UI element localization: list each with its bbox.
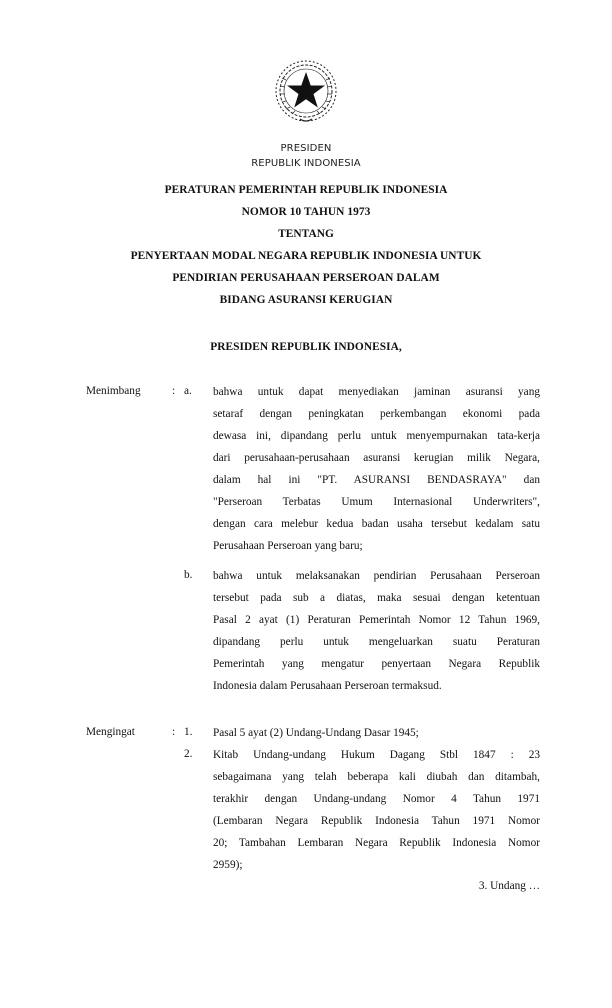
text-line: Pasal 5 ayat (2) Undang-Undang Dasar 1945; [213,727,419,739]
document-subject-line3: BIDANG ASURANSI KERUGIAN [219,294,393,306]
president-caption-line2: REPUBLIK INDONESIA [251,158,361,169]
document-number: NOMOR 10 TAHUN 1973 [241,206,371,218]
list-item [213,381,540,557]
text-line: setaraf dengan peningkatan perkembangan ekonomi pada [213,408,540,420]
president-caption-line1: PRESIDEN [280,143,332,154]
list-item [213,744,540,876]
garuda-star-emblem-icon [272,58,340,126]
document-subject-line2: PENDIRIAN PERUSAHAAN PERSEROAN DALAM [172,272,440,284]
text-line: dipandang perlu untuk mengeluarkan suatu Peraturan [213,636,540,648]
text-line: dari perusahaan-perusahaan asuransi kerugian milik Negara, [213,452,540,464]
text-line: 2959); [213,859,243,871]
text-line: bahwa untuk dapat menyediakan jaminan asuransi yang [213,386,540,398]
item-number: 1. [184,726,193,738]
text-line: (Lembaran Negara Republik Indonesia Tahun 1971 Nomor [213,815,540,827]
text-line: 20; Tambahan Lembaran Negara Republik Indonesia Nomor [213,837,540,849]
text-line: sebagaimana yang telah beberapa kali diubah dan ditambah, [213,771,540,783]
section-colon: : [172,726,176,738]
text-line: Indonesia dalam Perusahaan Perseroan termaksud. [213,680,442,692]
text-line: bahwa untuk melaksanakan pendirian Perusahaan Perseroan [213,570,540,582]
list-item [213,565,540,697]
item-number: 2. [184,748,193,760]
text-line: dalam hal ini "PT. ASURANSI BENDASRAYA" dan [213,474,540,486]
document-subject-line1: PENYERTAAN MODAL NEGARA REPUBLIK INDONESIA UNTUK [130,250,482,262]
president-heading: PRESIDEN REPUBLIK INDONESIA, [210,341,402,353]
text-line: terakhir dengan Undang-undang Nomor 4 Tahun 1971 [213,793,540,805]
section-label: Mengingat [86,726,135,738]
item-number: b. [184,569,193,581]
page-continuation-marker: 3. Undang … [478,880,540,892]
list-item [213,722,540,744]
document-about-label: TENTANG [278,228,334,240]
text-line: dengan cara melebur kedua badan usaha tersebut kedalam satu [213,518,540,530]
text-line: Pasal 2 ayat (1) Peraturan Pemerintah Nomor 12 Tahun 1969, [213,614,540,626]
document-title: PERATURAN PEMERINTAH REPUBLIK INDONESIA [164,184,448,196]
section-colon: : [172,385,176,397]
text-line: dewasa ini, dipandang perlu untuk menyempurnakan tata-kerja [213,430,540,442]
text-line: Kitab Undang-undang Hukum Dagang Stbl 1847 : 23 [213,749,540,761]
text-line: tersebut pada sub a diatas, maka sesuai dengan ketentuan [213,592,540,604]
section-label: Menimbang [86,385,141,397]
item-number: a. [184,385,192,397]
text-line: Perusahaan Perseroan yang baru; [213,540,363,552]
text-line: Pemerintah yang mengatur penyertaan Negara Republik [213,658,540,670]
text-line: "Perseroan Terbatas Umum Internasional Underwriters", [213,496,540,508]
